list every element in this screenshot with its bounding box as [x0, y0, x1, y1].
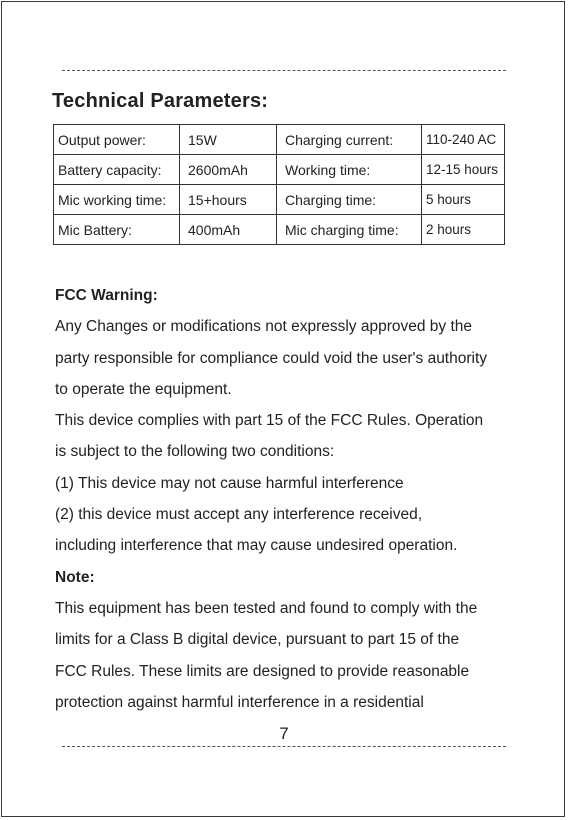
- page-number: 7: [279, 724, 289, 743]
- parameter-label: Output power:: [54, 125, 180, 155]
- parameter-value: 2600mAh: [180, 155, 277, 185]
- note-heading: Note:: [55, 568, 95, 586]
- table-row: [54, 155, 505, 185]
- table-row: [54, 215, 505, 245]
- technical-parameters-table: [53, 124, 505, 245]
- parameter-label: Charging time:: [277, 185, 422, 215]
- top-dashed-divider: [62, 70, 506, 71]
- parameter-value: 15+hours: [180, 185, 277, 215]
- fcc-text-line: (1) This device may not cause harmful interference: [55, 474, 404, 492]
- fcc-text-line: is subject to the following two conditions:: [55, 443, 335, 461]
- note-text-line: protection against harmful interference in a residential: [55, 693, 424, 711]
- bottom-dashed-divider: [62, 746, 506, 747]
- parameter-label: Working time:: [277, 155, 422, 185]
- parameter-value: 400mAh: [180, 215, 277, 245]
- note-text-line: FCC Rules. These limits are designed to provide reasonable: [55, 662, 470, 680]
- fcc-text-line: to operate the equipment.: [55, 380, 232, 398]
- parameter-value: 12-15 hours: [422, 155, 505, 185]
- table-row: [54, 125, 505, 155]
- parameter-label: Mic working time:: [54, 185, 180, 215]
- parameter-value: 5 hours: [422, 185, 505, 215]
- fcc-text-line: Any Changes or modifications not expressly approved by the: [55, 318, 473, 336]
- parameter-value: 2 hours: [422, 215, 505, 245]
- section-title: Technical Parameters:: [52, 90, 269, 112]
- table-row: [54, 185, 505, 215]
- body-text: [55, 280, 525, 718]
- fcc-text-line: This device complies with part 15 of the FCC Rules. Operation: [55, 412, 484, 430]
- parameter-label: Battery capacity:: [54, 155, 180, 185]
- parameter-label: Mic Battery:: [54, 215, 180, 245]
- note-text-line: limits for a Class B digital device, pursuant to part 15 of the: [55, 631, 460, 649]
- fcc-text-line: (2) this device must accept any interference received,: [55, 506, 423, 524]
- parameter-value: 110-240 AC: [422, 125, 505, 155]
- fcc-warning-heading: FCC Warning:: [55, 287, 158, 304]
- note-text-line: This equipment has been tested and found to comply with the: [55, 599, 478, 617]
- parameter-label: Mic charging time:: [277, 215, 422, 245]
- fcc-text-line: party responsible for compliance could void the user's authority: [55, 349, 488, 367]
- fcc-text-line: including interference that may cause undesired operation.: [55, 537, 458, 555]
- parameter-label: Charging current:: [277, 125, 422, 155]
- parameter-value: 15W: [180, 125, 277, 155]
